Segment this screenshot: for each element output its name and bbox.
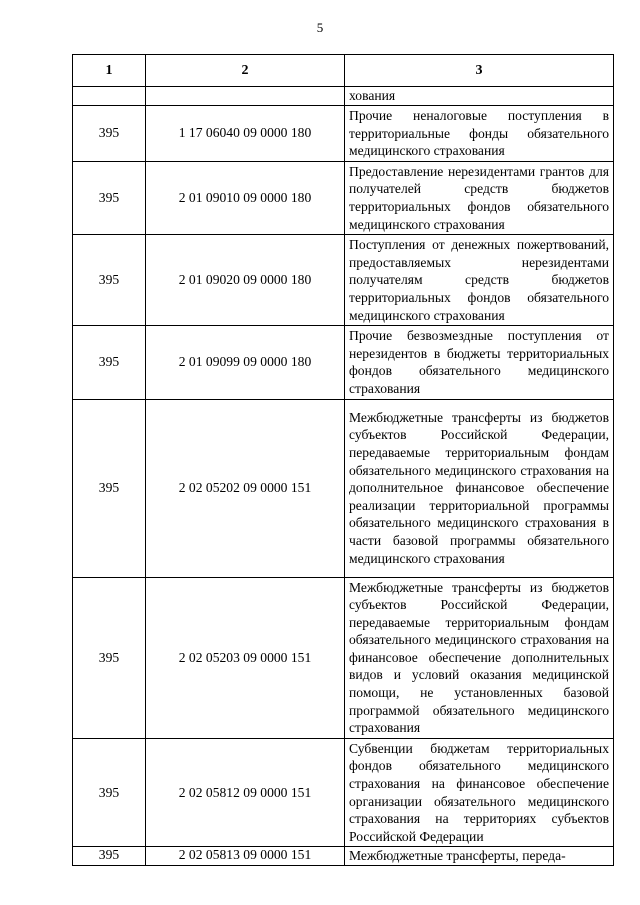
revenue-code-cell: 2 01 09020 09 0000 180	[146, 235, 345, 326]
description-cell: Прочие неналоговые поступления в территориальные фонды обязательного медицинского страхования	[345, 106, 614, 162]
revenue-codes-table	[72, 54, 614, 866]
admin-code-cell: 395	[73, 738, 146, 847]
description-cell: Предоставление нерезидентами грантов для получателей средств бюджетов территориальных фондов обязательного медицинского страхования	[345, 161, 614, 234]
admin-code-cell: 395	[73, 161, 146, 234]
column-header-1: 1	[73, 55, 146, 87]
admin-code-cell: 395	[73, 577, 146, 738]
revenue-code-cell: 2 02 05203 09 0000 151	[146, 577, 345, 738]
admin-code-cell	[73, 87, 146, 106]
table-header-row	[73, 55, 614, 87]
admin-code-cell: 395	[73, 847, 146, 866]
description-cell: Прочие безвозмездные поступления от нерезидентов в бюджеты территориальных фондов обязательного медицинского страхования	[345, 326, 614, 399]
table-row	[73, 87, 614, 106]
revenue-code-cell: 2 02 05812 09 0000 151	[146, 738, 345, 847]
table-row	[73, 738, 614, 847]
description-cell: Межбюджетные трансферты из бюджетов субъектов Российской Федерации, передаваемые территориальным фондам обязательного медицинского страхования на финансовое обеспечение дополнительных видов и условий оказания медицинской помощи, не установленных базовой программой обязательного медицинского страхования	[345, 577, 614, 738]
description-cell: Межбюджетные трансферты, переда-	[345, 847, 614, 866]
column-header-3: 3	[345, 55, 614, 87]
revenue-code-cell: 2 02 05813 09 0000 151	[146, 847, 345, 866]
revenue-code-cell: 2 01 09099 09 0000 180	[146, 326, 345, 399]
page-number: 5	[316, 20, 324, 35]
table-row	[73, 577, 614, 738]
revenue-code-cell: 2 01 09010 09 0000 180	[146, 161, 345, 234]
table-row	[73, 106, 614, 162]
table-row	[73, 399, 614, 577]
description-cell: хования	[345, 87, 614, 106]
admin-code-cell: 395	[73, 326, 146, 399]
revenue-code-cell: 2 02 05202 09 0000 151	[146, 399, 345, 577]
admin-code-cell: 395	[73, 399, 146, 577]
description-cell: Субвенции бюджетам территориальных фондов обязательного медицинского страхования на финансовое обеспечение организации обязательного медицинского страхования на территориях субъектов Российской Федерации	[345, 738, 614, 847]
table-row	[73, 235, 614, 326]
table-row	[73, 161, 614, 234]
admin-code-cell: 395	[73, 106, 146, 162]
revenue-code-cell: 1 17 06040 09 0000 180	[146, 106, 345, 162]
description-cell: Поступления от денежных пожертвований, предоставляемых нерезидентами получателям средств бюджетов территориальных фондов обязательного медицинского страхования	[345, 235, 614, 326]
table-row	[73, 326, 614, 399]
revenue-code-cell	[146, 87, 345, 106]
table-row	[73, 847, 614, 866]
description-cell: Межбюджетные трансферты из бюджетов субъектов Российской Федерации, передаваемые территориальным фондам обязательного медицинского страхования на дополнительное финансовое обеспечение реализации территориальной программы обязательного медицинского страхования в части базовой программы обязательного медицинского страхования	[345, 399, 614, 577]
column-header-2: 2	[146, 55, 345, 87]
admin-code-cell: 395	[73, 235, 146, 326]
